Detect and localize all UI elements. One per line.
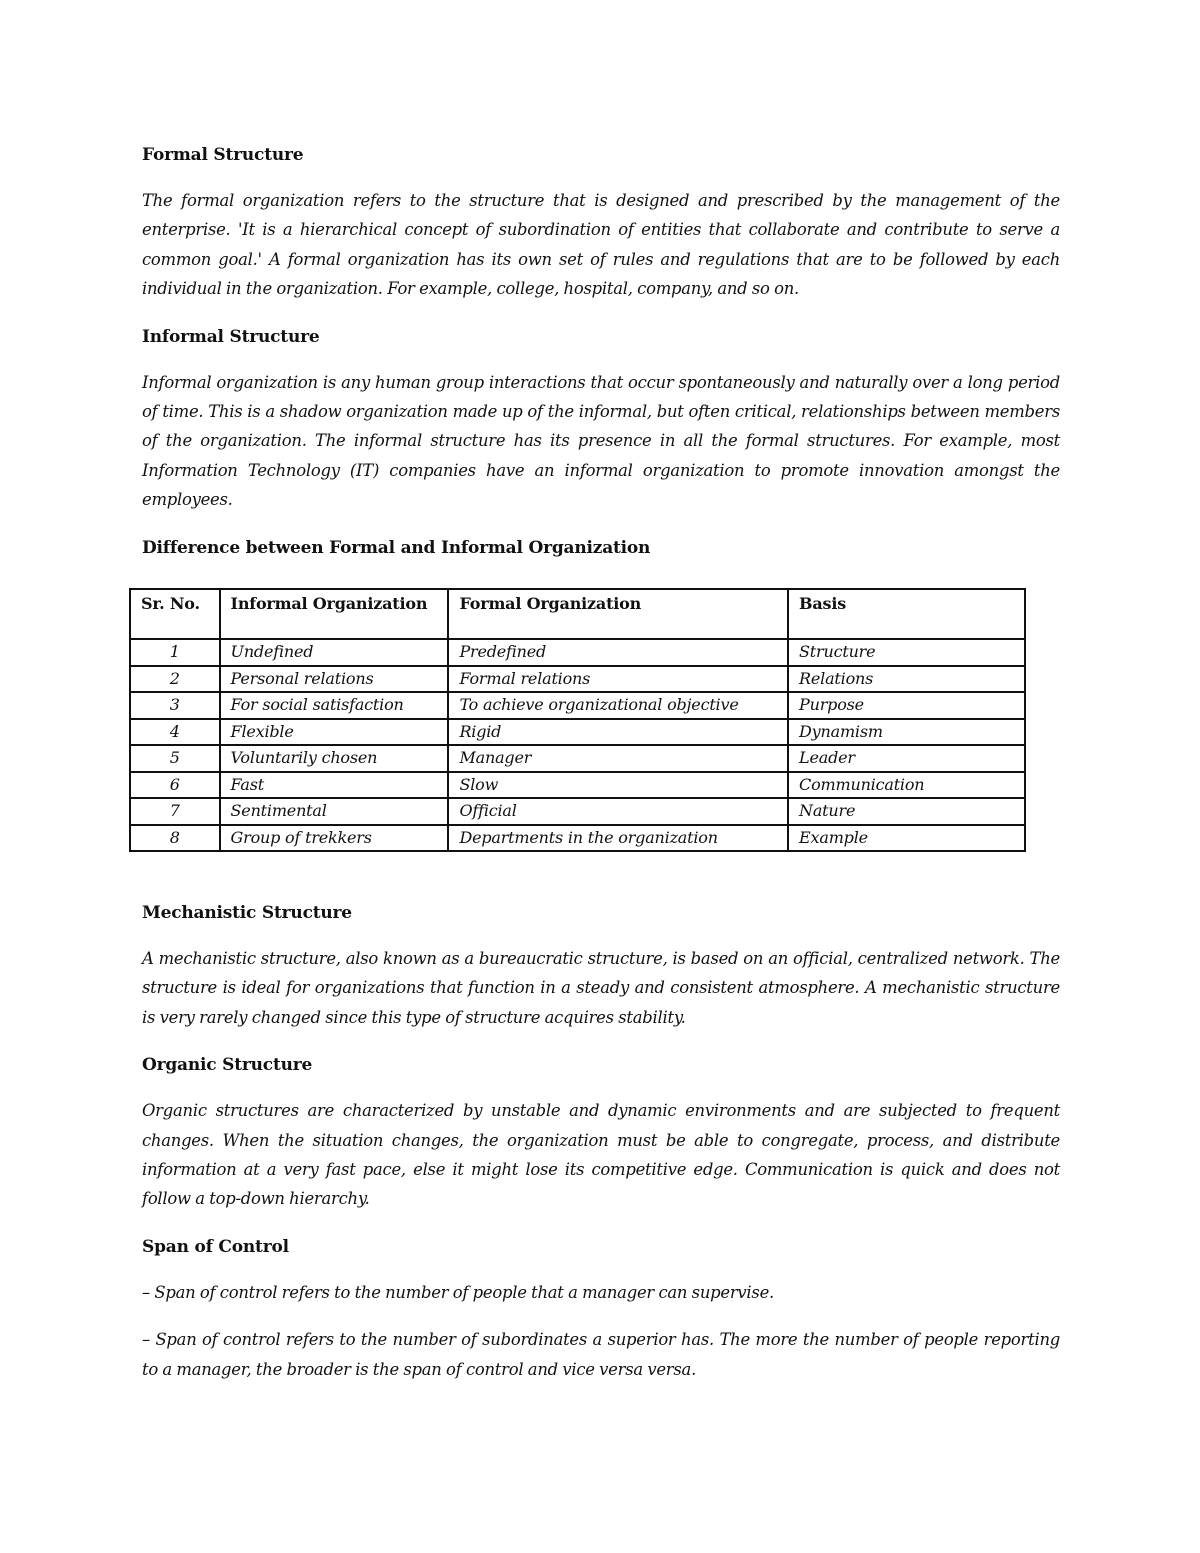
table-row xyxy=(130,745,1025,772)
mechanistic-structure-paragraph: A mechanistic structure, also known as a bureaucratic structure, is based on an official, centralized network. The structure is ideal for organizations that function in a steady and consistent atmosphere. A mechanistic structure is very rarely changed since this type of structure acquires stability. xyxy=(142,949,1060,1027)
cell-informal: Group of trekkers xyxy=(220,825,449,852)
header-basis: Basis xyxy=(788,589,1025,639)
cell-sr-no: 3 xyxy=(130,692,220,719)
cell-basis: Communication xyxy=(788,772,1025,799)
cell-informal: Flexible xyxy=(220,719,449,746)
cell-formal: Rigid xyxy=(448,719,788,746)
cell-sr-no: 5 xyxy=(130,745,220,772)
span-of-control-point-2: – Span of control refers to the number of subordinates a superior has. The more the number of people reporting to a manager, the broader is the span of control and vice versa versa. xyxy=(142,1330,1060,1379)
header-informal-organization: Informal Organization xyxy=(220,589,449,639)
cell-basis: Dynamism xyxy=(788,719,1025,746)
cell-basis: Leader xyxy=(788,745,1025,772)
cell-sr-no: 7 xyxy=(130,798,220,825)
organic-structure-heading: Organic Structure xyxy=(142,1055,313,1076)
cell-sr-no: 4 xyxy=(130,719,220,746)
cell-sr-no: 6 xyxy=(130,772,220,799)
cell-formal: Departments in the organization xyxy=(448,825,788,852)
table-row xyxy=(130,798,1025,825)
cell-sr-no: 2 xyxy=(130,666,220,693)
cell-informal: For social satisfaction xyxy=(220,692,449,719)
cell-informal: Sentimental xyxy=(220,798,449,825)
informal-structure-paragraph: Informal organization is any human group interactions that occur spontaneously and naturally over a long period of time. This is a shadow organization made up of the informal, but often critical, relationships between members of the organization. The informal structure has its presence in all the formal structures. For example, most Information Technology (IT) companies have an informal organization to promote innovation amongst the employees. xyxy=(142,372,1060,510)
cell-informal: Undefined xyxy=(220,639,449,666)
informal-structure-heading: Informal Structure xyxy=(142,326,320,347)
cell-formal: Manager xyxy=(448,745,788,772)
cell-formal: Predefined xyxy=(448,639,788,666)
span-of-control-point-1: – Span of control refers to the number of people that a manager can supervise. xyxy=(142,1282,774,1302)
table-row xyxy=(130,639,1025,666)
table-row xyxy=(130,825,1025,852)
formal-structure-heading: Formal Structure xyxy=(142,145,304,165)
document-page-lower xyxy=(142,898,1060,1384)
header-sr-no: Sr. No. xyxy=(130,589,220,639)
cell-sr-no: 8 xyxy=(130,825,220,852)
cell-basis: Example xyxy=(788,825,1025,852)
formal-structure-paragraph: The formal organization refers to the structure that is designed and prescribed by the management of the enterprise. 'It is a hierarchical concept of subordination of entities that collaborate and contribute to serve a common goal.' A formal organization has its own set of rules and regulations that are to be followed by each individual in the organization. For example, college, hospital, company, and so on. xyxy=(142,191,1060,299)
table-header-row xyxy=(130,589,1025,639)
cell-basis: Relations xyxy=(788,666,1025,693)
difference-heading: Difference between Formal and Informal Organization xyxy=(142,537,651,558)
cell-basis: Nature xyxy=(788,798,1025,825)
organic-structure-paragraph: Organic structures are characterized by unstable and dynamic environments and are subjected to frequent changes. When the situation changes, the organization must be able to congregate, process, and distribute information at a very fast pace, else it might lose its competitive edge. Communication is quick and does not follow a top-down hierarchy. xyxy=(142,1101,1060,1209)
difference-table xyxy=(129,588,1026,852)
table-row xyxy=(130,719,1025,746)
header-formal-organization: Formal Organization xyxy=(448,589,788,639)
span-of-control-heading: Span of Control xyxy=(142,1236,289,1257)
cell-sr-no: 1 xyxy=(130,639,220,666)
cell-formal: To achieve organizational objective xyxy=(448,692,788,719)
table-row xyxy=(130,666,1025,693)
mechanistic-structure-heading: Mechanistic Structure xyxy=(142,903,352,923)
cell-formal: Slow xyxy=(448,772,788,799)
table-row xyxy=(130,772,1025,799)
cell-informal: Fast xyxy=(220,772,449,799)
table-row xyxy=(130,692,1025,719)
cell-basis: Purpose xyxy=(788,692,1025,719)
cell-formal: Official xyxy=(448,798,788,825)
cell-informal: Personal relations xyxy=(220,666,449,693)
cell-basis: Structure xyxy=(788,639,1025,666)
cell-formal: Formal relations xyxy=(448,666,788,693)
cell-informal: Voluntarily chosen xyxy=(220,745,449,772)
document-page xyxy=(142,140,1060,563)
